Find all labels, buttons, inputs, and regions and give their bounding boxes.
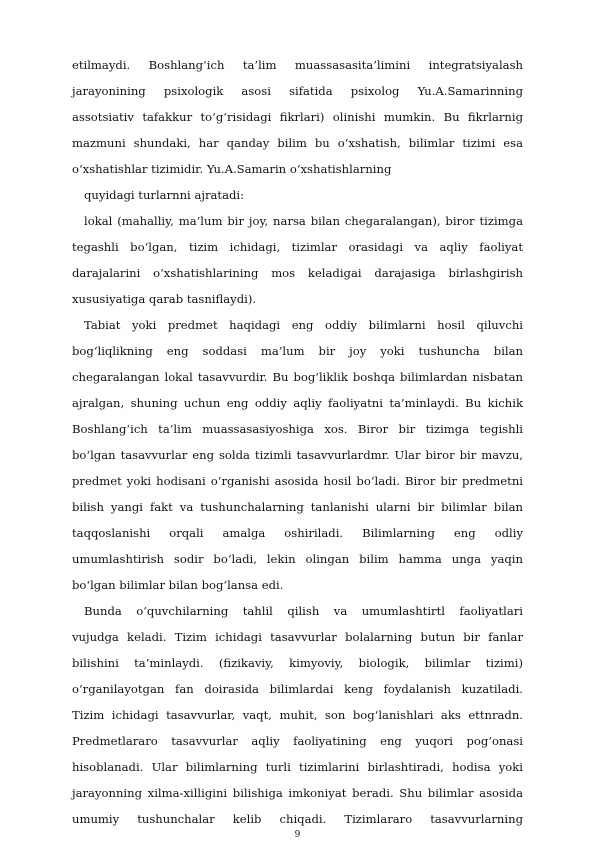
text-line: bo‘lgan tasavvurlar eng solda tizimli tasavvurlardmr. Ular biror bir mavzu,	[72, 448, 523, 462]
text-line: Tizim ichidagi tasavvurlar, vaqt, muhit, son bog‘lanishlari aks ettnradn.	[72, 708, 523, 722]
text-line: o‘rganilayotgan fan doirasida bilimlardai keng foydalanish kuzatiladi.	[72, 682, 523, 696]
text-line: jarayonning xilma-xilligini bilishiga imkoniyat beradi. Shu bilimlar asosida	[72, 786, 523, 800]
text-line: bilishini ta’minlaydi. (fizikaviy, kimyoviy, biologik, bilimlar tizimi)	[72, 656, 523, 670]
text-line: Tabiat yoki predmet haqidagi eng oddiy bilimlarni hosil qiluvchi	[84, 318, 523, 332]
text-line: o‘xshatishlar tizimidir. Yu.A.Samarin o‘xshatishlarning	[72, 162, 392, 176]
text-line: Boshlang‘ich ta’lim muassasasiyoshiga xos. Biror bir tizimga tegishli	[72, 422, 523, 436]
text-line: jarayonining psixologik asosi sifatida psixolog Yu.A.Samarinning	[72, 84, 523, 98]
text-line: assotsiativ tafakkur to‘g‘risidagi fikrlari) olinishi mumkin. Bu fikrlarnig	[72, 110, 523, 124]
text-line: etilmaydi. Boshlang‘ich ta’lim muassasasita’limini integratsiyalash	[72, 58, 523, 72]
page-number: 9	[294, 830, 301, 840]
text-line: taqqoslanishi orqali amalga oshiriladi. Bilimlarning eng odliy	[72, 526, 523, 540]
text-line: bilish yangi fakt va tushunchalarning tanlanishi ularni bir bilimlar bilan	[72, 500, 523, 514]
text-line: predmet yoki hodisani o‘rganishi asosida hosil bo‘ladi. Biror bir predmetni	[72, 474, 523, 488]
text-line: umumlashtirish sodir bo‘ladi, lekin olingan bilim hamma unga yaqin	[72, 552, 523, 566]
text-line: Predmetlararo tasavvurlar aqliy faoliyatining eng yuqori pog‘onasi	[72, 734, 523, 748]
text-line: Bunda o‘quvchilarning tahlil qilish va umumlashtirtl faoliyatlari	[84, 604, 523, 618]
text-line: xususiyatiga qarab tasniflaydi).	[72, 292, 257, 306]
text-line: darajalarini o‘xshatishlarining mos keladigai darajasiga birlashgirish	[72, 266, 523, 280]
text-line: quyidagi turlarnni ajratadi:	[84, 188, 245, 202]
text-line: ajralgan, shuning uchun eng oddiy aqliy faoliyatni ta’minlaydi. Bu kichik	[72, 396, 523, 410]
text-line: mazmuni shundaki, har qanday bilim bu o‘xshatish, bilimlar tizimi esa	[72, 136, 523, 150]
text-line: umumiy tushunchalar kelib chiqadi. Tizimlararo tasavvurlarning	[72, 812, 523, 826]
text-line: bo‘lgan bilimlar bilan bog‘lansa edi.	[72, 578, 284, 592]
text-line: tegashli bo‘lgan, tizim ichidagi, tizimlar orasidagi va aqliy faoliyat	[72, 240, 523, 254]
text-line: lokal (mahalliy, ma’lum bir joy, narsa bilan chegaralangan), biror tizimga	[84, 214, 523, 228]
text-line: vujudga keladi. Tizim ichidagi tasavvurlar bolalarning butun bir fanlar	[72, 630, 523, 644]
text-line: hisoblanadi. Ular bilimlarning turli tizimlarini birlashtiradi, hodisa yoki	[72, 760, 523, 774]
text-line: bog‘liqlikning eng soddasi ma’lum bir joy yoki tushuncha bilan	[72, 344, 523, 358]
text-line: chegaralangan lokal tasavvurdir. Bu bog‘liklik boshqa bilimlardan nisbatan	[72, 370, 523, 384]
